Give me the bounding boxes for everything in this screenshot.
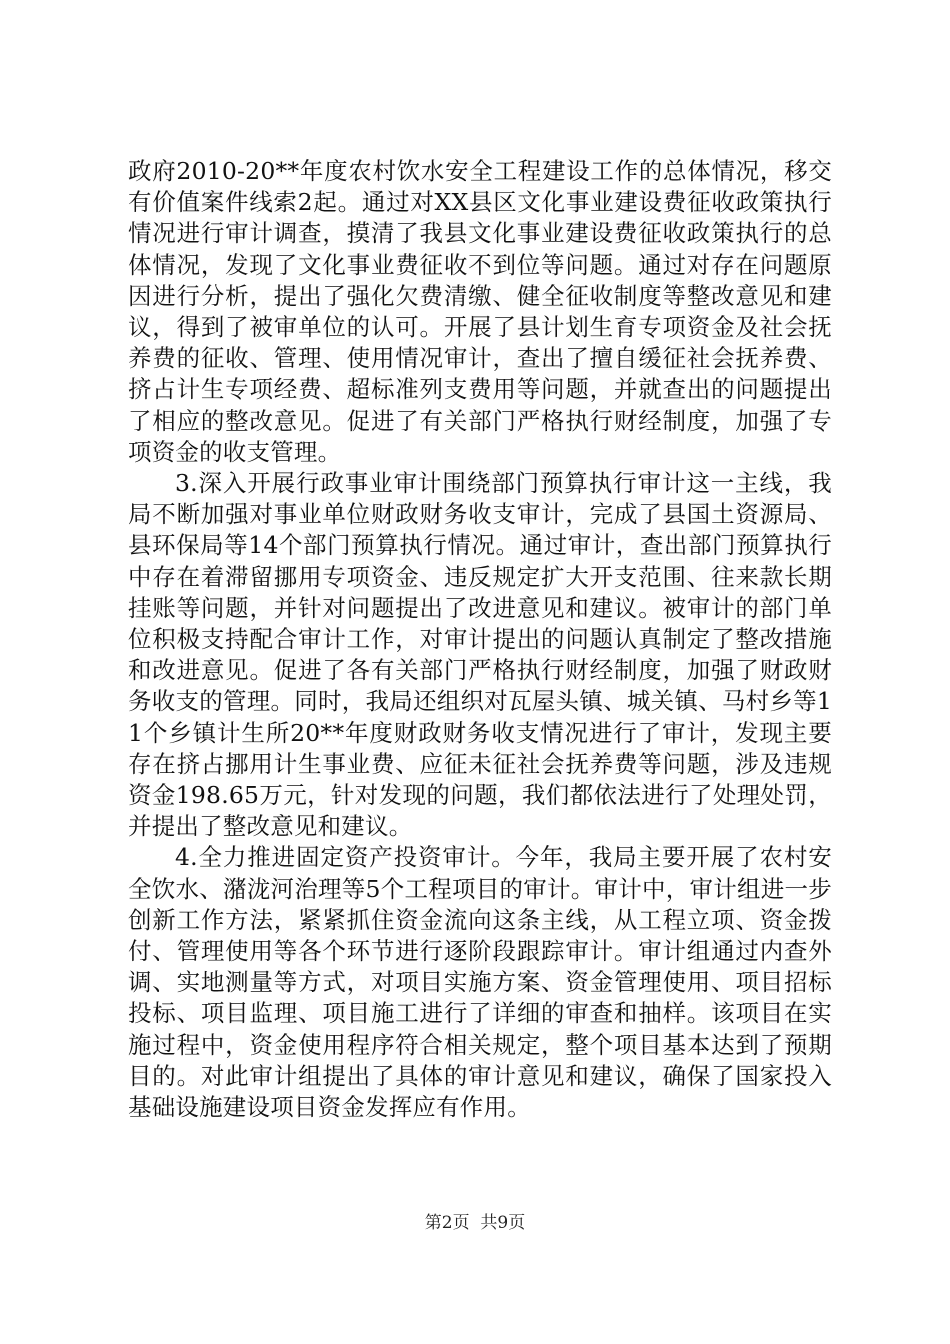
document-body: [128, 156, 832, 1123]
page-footer: [0, 1212, 950, 1234]
page-number-label: 第2页 共9页: [424, 1213, 526, 1233]
paragraph-continuation: 政府2010-20**年度农村饮水安全工程建设工作的总体情况，移交有价值案件线索2起。通过对XX县区文化事业建设费征收政策执行情况进行审计调查，摸清了我县文化事业建设费征收政策执行的总体情况，发现了文化事业费征收不到位等问题。通过对存在问题原因进行分析，提出了强化欠费清缴、健全征收制度等整改意见和建议，得到了被审单位的认可。开展了县计划生育专项资金及社会抚养费的征收、管理、使用情况审计，查出了擅自缓征社会抚养费、挤占计生专项经费、超标准列支费用等问题，并就查出的问题提出了相应的整改意见。促进了有关部门严格执行财经制度，加强了专项资金的收支管理。: [128, 157, 832, 466]
paragraph-item-4: 4.全力推进固定资产投资审计。今年，我局主要开展了农村安全饮水、潴泷河治理等5个工程项目的审计。审计中，审计组进一步创新工作方法，紧紧抓住资金流向这条主线，从工程立项、资金拨付、管理使用等各个环节进行逐阶段跟踪审计。审计组通过内查外调、实地测量等方式，对项目实施方案、资金管理使用、项目招标投标、项目监理、项目施工进行了详细的审查和抽样。该项目在实施过程中，资金使用程序符合相关规定，整个项目基本达到了预期目的。对此审计组提出了具体的审计意见和建议，确保了国家投入基础设施建设项目资金发挥应有作用。: [128, 843, 832, 1122]
paragraph-item-3: 3.深入开展行政事业审计围绕部门预算执行审计这一主线，我局不断加强对事业单位财政财务收支审计，完成了县国土资源局、县环保局等14个部门预算执行情况。通过审计，查出部门预算执行中存在着滞留挪用专项资金、违反规定扩大开支范围、往来款长期挂账等问题，并针对问题提出了改进意见和建议。被审计的部门单位积极支持配合审计工作，对审计提出的问题认真制定了整改措施和改进意见。促进了各有关部门严格执行财经制度，加强了财政财务收支的管理。同时，我局还组织对瓦屋头镇、城关镇、马村乡等11个乡镇计生所20**年度财政财务收支情况进行了审计，发现主要存在挤占挪用计生事业费、应征未征社会抚养费等问题，涉及违规资金198.65万元，针对发现的问题，我们都依法进行了处理处罚，并提出了整改意见和建议。: [128, 469, 832, 841]
